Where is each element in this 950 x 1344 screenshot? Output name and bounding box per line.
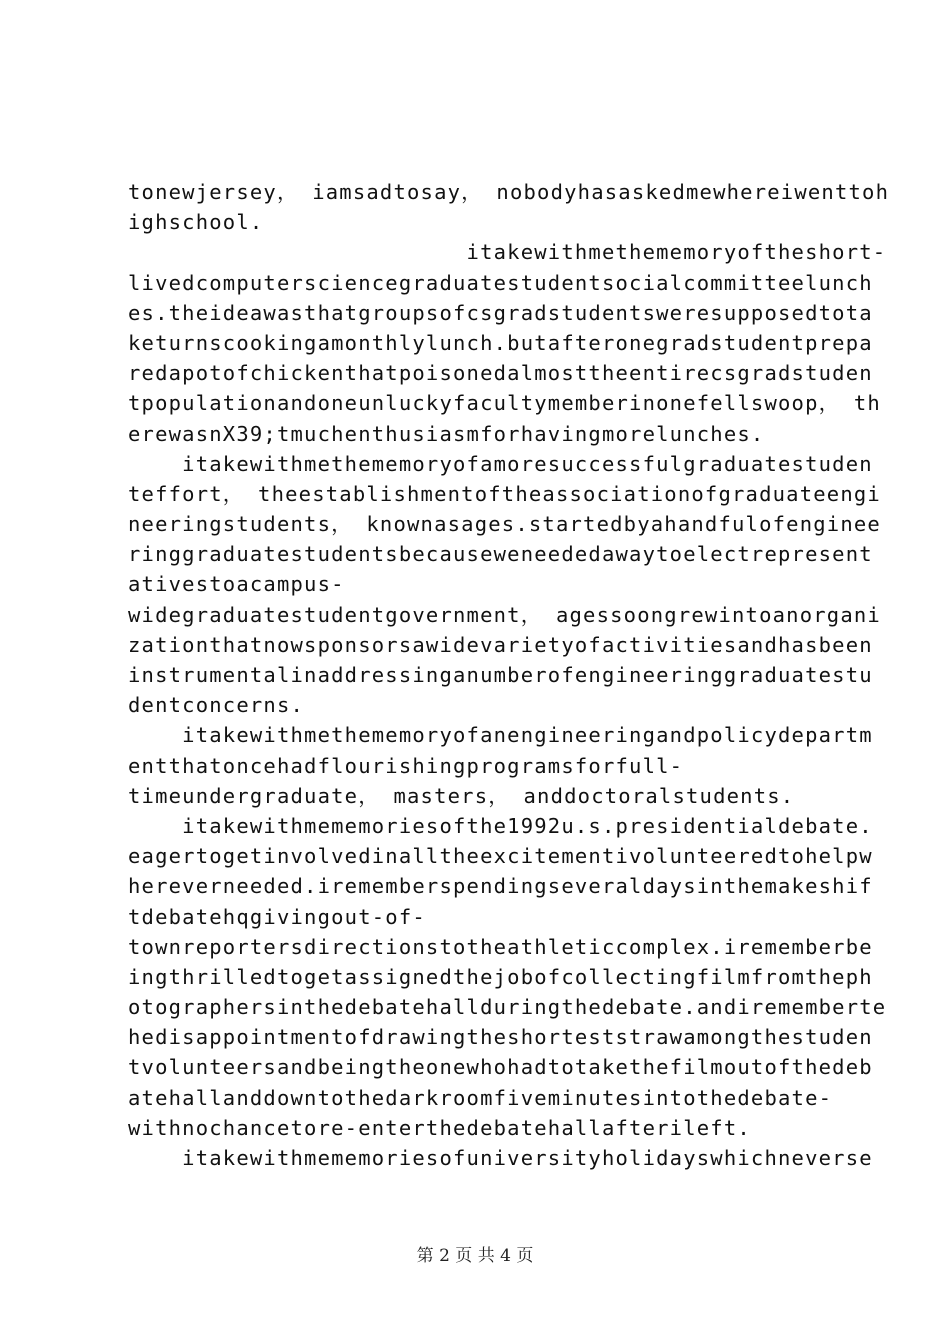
text-line: townreportersdirectionstotheathleticcomplex.irememberbe [128,934,873,959]
text-line: itakewithmethememoryoftheshort- [128,240,887,265]
text-line: widegraduatestudentgovernment， agessoongrewintoanorgani [128,602,881,627]
text-line: neeringstudents， knownasages.startedbyahandfulofenginee [128,512,881,537]
text-line: zationthatnowsponsorsawidevarietyofactivitiesandhasbeen [128,632,873,657]
text-line: instrumentalinaddressinganumberofengineeringgraduatestu [128,663,873,687]
text-line: tdebatehqgivingout-of- [128,904,426,929]
text-line: otographersinthedebatehallduringthedebate.andirememberte [128,995,887,1020]
text-line: timeundergraduate， masters， anddoctoralstudents. [128,783,795,808]
text-line: itakewithmethememoryofanengineeringandpolicydepartm [128,723,873,748]
text-line: ativestoacampus- [128,572,345,597]
text-line: entthatoncehadflourishingprogramsforfull- [128,753,684,778]
text-line: livedcomputersciencegraduatestudentsocialcommitteelunch [128,270,873,295]
text-line: tvolunteersandbeingtheonewhohadtotakethefilmoutofthedeb [128,1055,873,1080]
text-line: withnochancetore-enterthedebatehallafterileft. [128,1115,751,1140]
body-text [128,177,890,1173]
page-number-footer: 第 2 页 共 4 页 [416,1246,534,1266]
text-line: ighschool. [128,210,264,235]
text-line: itakewithmethememoryofamoresuccessfulgraduatestuden [128,451,873,476]
text-line: itakewithmememoriesofuniversityholidayswhichneverse [128,1146,873,1170]
text-line: hereverneeded.irememberspendingseveraldaysinthemakeshif [128,874,873,899]
text-line: dentconcerns. [128,693,305,718]
text-line: atehallanddowntothedarkroomfiveminutesintothedebate- [128,1085,833,1110]
text-line: tpopulationandoneunluckyfacultymemberinonefellswoop， th [128,391,881,416]
text-line: hedisappointmentofdrawingtheshorteststrawamongthestuden [128,1025,873,1050]
text-line: es.theideawasthatgroupsofcsgradstudentsweresupposedtota [128,300,873,325]
text-line: ingthrilledtogetassignedthejobofcollectingfilmfromtheph [128,964,873,989]
text-line: keturnscookingamonthlylunch.butafteronegradstudentprepa [128,330,873,355]
text-line: teffort， theestablishmentoftheassociationofgraduateengi [128,481,881,506]
text-line: erewasnX39;tmuchenthusiasmforhavingmorelunches. [128,421,765,446]
text-line: itakewithmememoriesofthe1992u.s.presidentialdebate. [128,813,873,838]
text-line: eagertogetinvolvedinalltheexcitementivolunteeredtohelpw [128,844,873,869]
text-line: redapotofchickenthatpoisonedalmosttheentirecsgradstuden [128,361,873,386]
text-line: tonewjersey， iamsadtosay， nobodyhasaskedmewhereiwenttoh [128,180,890,204]
text-line: ringgraduatestudentsbecauseweneededawaytoelectrepresent [128,542,873,567]
